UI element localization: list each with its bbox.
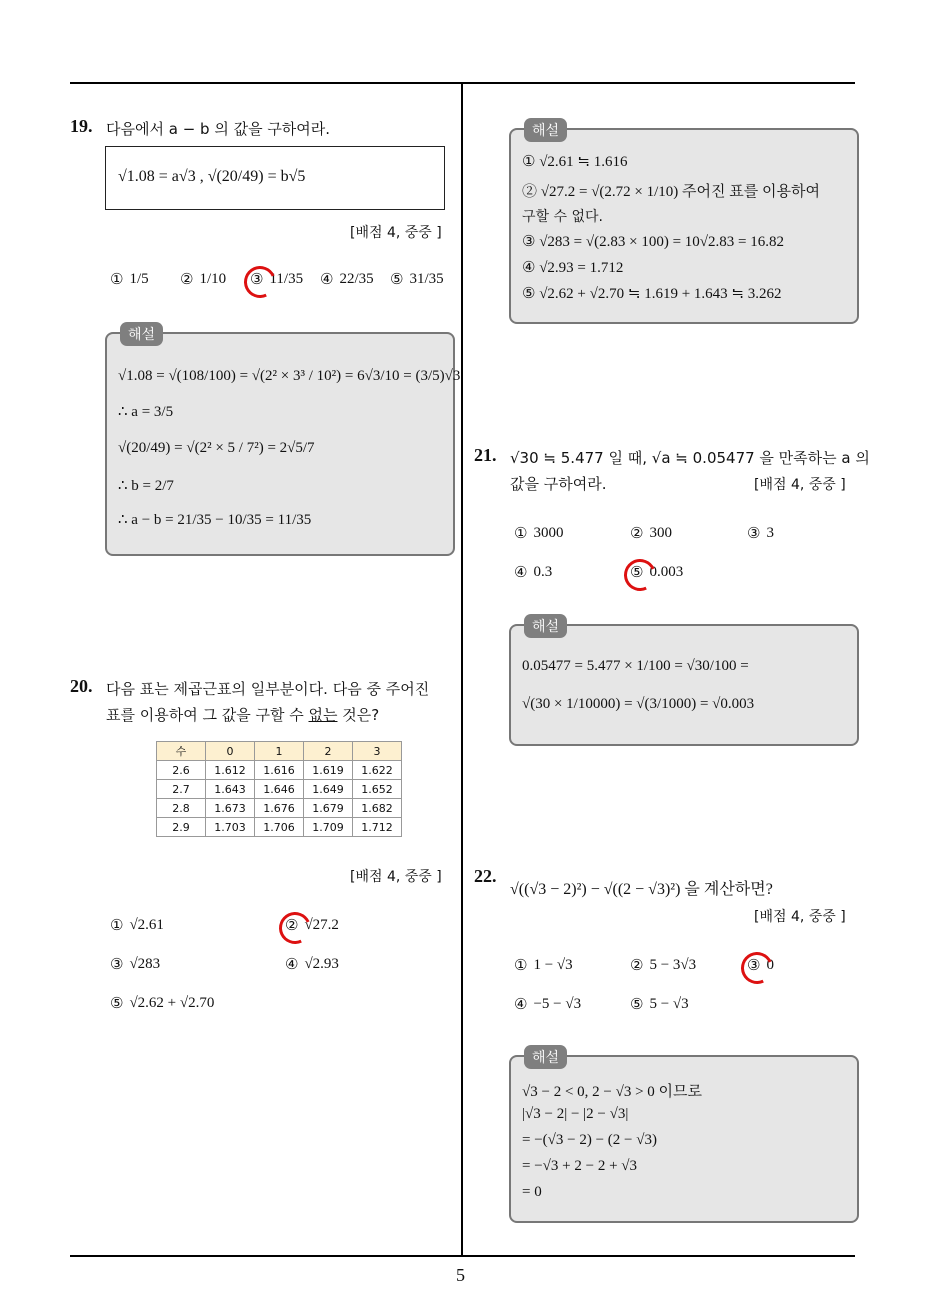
option-circle: ④ — [514, 563, 528, 581]
q22-option-4[interactable] — [514, 995, 581, 1013]
option-value: 0 — [766, 956, 774, 973]
question-21-meta: [배점 4, 중중 ] — [754, 477, 846, 493]
option-value: 22/35 — [339, 270, 374, 287]
option-value: √27.2 — [304, 916, 339, 933]
q21-option-2[interactable] — [630, 524, 672, 542]
option-circle: ⑤ — [630, 995, 644, 1013]
table-header-row — [157, 742, 402, 761]
q21-option-1[interactable] — [514, 524, 563, 542]
underlined-word: 없는 — [308, 706, 338, 724]
option-value: 3000 — [533, 524, 564, 541]
table-cell: 1.703 — [206, 818, 255, 837]
solution-line: 0.05477 = 5.477 × 1/100 = √30/100 = — [522, 658, 749, 674]
option-value: −5 − √3 — [533, 995, 582, 1012]
option-circle: ④ — [320, 270, 334, 288]
option-circle: ⑤ — [110, 994, 124, 1012]
solution-line: = −√3 + 2 − 2 + √3 — [522, 1158, 638, 1174]
solution-line: ④ √2.93 = 1.712 — [522, 260, 624, 276]
solution-line: ② √27.2 = √(2.72 × 1/10) 주어진 표를 이용하여 — [522, 184, 820, 200]
table-row — [157, 761, 402, 780]
option-circle: ③ — [250, 270, 264, 288]
table-cell: 1.612 — [206, 761, 255, 780]
solution-line: ∴ b = 2/7 — [118, 478, 174, 494]
q19-option-5[interactable] — [390, 270, 444, 288]
option-value: √2.62 + √2.70 — [129, 994, 215, 1011]
solution-line: ∴ a = 3/5 — [118, 404, 174, 420]
solution-line: ∴ a − b = 21/35 − 10/35 = 11/35 — [118, 512, 312, 528]
option-value: 3 — [766, 524, 774, 541]
table-cell: 1.679 — [304, 799, 353, 818]
solution-tab-label: 해설 — [524, 614, 567, 638]
option-circle: ④ — [285, 955, 299, 973]
q22-option-2[interactable] — [630, 956, 696, 974]
question-21-text-line2: 값을 구하여라. — [510, 475, 607, 493]
table-header-cell: 3 — [353, 742, 402, 761]
option-circle: ② — [180, 270, 194, 288]
option-circle: ① — [514, 524, 528, 542]
table-cell: 2.7 — [157, 780, 206, 799]
solution-tab-label: 해설 — [524, 118, 567, 142]
option-value: 11/35 — [269, 270, 304, 287]
q20-option-5[interactable] — [110, 994, 214, 1012]
table-cell: 1.643 — [206, 780, 255, 799]
table-cell: 1.652 — [353, 780, 402, 799]
question-19-text: 다음에서 a − b 의 값을 구하여라. — [106, 120, 331, 138]
option-value: 0.003 — [649, 563, 684, 580]
option-circle: ⑤ — [630, 563, 644, 581]
q22-option-1[interactable] — [514, 956, 573, 974]
table-cell: 1.706 — [255, 818, 304, 837]
table-cell: 1.649 — [304, 780, 353, 799]
solution-line: ① √2.61 ≒ 1.616 — [522, 154, 628, 170]
table-header-cell: 2 — [304, 742, 353, 761]
solution-line: ⑤ √2.62 + √2.70 ≒ 1.619 + 1.643 ≒ 3.262 — [522, 286, 782, 302]
solution-tab-label: 해설 — [524, 1045, 567, 1069]
table-row — [157, 799, 402, 818]
option-value: 31/35 — [409, 270, 444, 287]
question-22-number: 22. — [474, 866, 497, 886]
table-cell: 1.646 — [255, 780, 304, 799]
option-circle: ③ — [747, 524, 761, 542]
q21-option-4[interactable] — [514, 563, 552, 581]
page-number: 5 — [456, 1265, 465, 1285]
question-20-text-line1: 다음 표는 제곱근표의 일부분이다. 다음 중 주어진 — [106, 680, 430, 698]
option-circle: ② — [630, 524, 644, 542]
answer-mark-icon — [239, 261, 280, 302]
answer-mark-icon — [274, 907, 315, 948]
q22-option-5[interactable] — [630, 995, 689, 1013]
q20-option-3[interactable] — [110, 955, 160, 973]
table-header-cell: 0 — [206, 742, 255, 761]
table-cell: 1.676 — [255, 799, 304, 818]
option-value: 0.3 — [533, 563, 553, 580]
option-circle: ① — [110, 270, 124, 288]
table-cell: 1.682 — [353, 799, 402, 818]
question-20-text-line2 — [106, 702, 379, 728]
solution-line: 구할 수 없다. — [522, 209, 603, 225]
option-circle: ② — [285, 916, 299, 934]
option-value: √283 — [129, 955, 161, 972]
option-circle: ③ — [110, 955, 124, 973]
table-cell: 1.709 — [304, 818, 353, 837]
text-segment: 표를 이용하여 그 값을 구할 수 — [106, 706, 309, 724]
option-value: 1 − √3 — [533, 956, 573, 973]
q21-option-3[interactable] — [747, 524, 774, 542]
option-circle: ① — [110, 916, 124, 934]
option-value: 1/10 — [199, 270, 227, 287]
question-21-solution-box — [509, 624, 859, 746]
q19-option-4[interactable] — [320, 270, 374, 288]
solution-line: ③ √283 = √(2.83 × 100) = 10√2.83 = 16.82 — [522, 234, 784, 250]
question-21-text-line1: √30 ≒ 5.477 일 때, √a ≒ 0.05477 을 만족하는 a 의 — [510, 449, 870, 467]
bottom-rule — [70, 1255, 855, 1257]
table-cell: 2.8 — [157, 799, 206, 818]
text-segment: 것은? — [337, 706, 380, 724]
table-cell: 1.619 — [304, 761, 353, 780]
question-20-number: 20. — [70, 676, 93, 696]
q19-option-1[interactable] — [110, 270, 149, 288]
option-value: 300 — [649, 524, 672, 541]
option-circle: ② — [630, 956, 644, 974]
answer-mark-icon — [736, 947, 777, 988]
option-circle: ④ — [514, 995, 528, 1013]
option-value: 5 − √3 — [649, 995, 689, 1012]
solution-line: √(30 × 1/10000) = √(3/1000) = √0.003 — [522, 696, 755, 712]
question-22-text: √((√3 − 2)²) − √((2 − √3)²) 을 계산하면? — [510, 881, 773, 898]
table-row — [157, 780, 402, 799]
table-cell: 2.6 — [157, 761, 206, 780]
option-circle: ① — [514, 956, 528, 974]
square-root-table — [156, 741, 402, 837]
solution-line: = 0 — [522, 1184, 542, 1200]
question-21-number: 21. — [474, 445, 497, 465]
question-19-number: 19. — [70, 116, 93, 136]
option-value: √2.61 — [129, 916, 164, 933]
table-cell: 1.622 — [353, 761, 402, 780]
solution-line: √3 − 2 < 0, 2 − √3 > 0 이므로 — [522, 1084, 703, 1100]
option-circle: ⑤ — [390, 270, 404, 288]
question-19-given: √1.08 = a√3 , √(20/49) = b√5 — [118, 168, 306, 185]
solution-tab-label: 해설 — [120, 322, 163, 346]
option-value: √2.93 — [304, 955, 339, 972]
option-value: 5 − 3√3 — [649, 956, 697, 973]
solution-line: √1.08 = √(108/100) = √(2² × 3³ / 10²) = 6√3/10 = (3/5)√3 — [118, 368, 461, 384]
answer-mark-icon — [619, 554, 660, 595]
column-divider — [461, 82, 463, 1257]
option-circle: ③ — [747, 956, 761, 974]
option-value: 1/5 — [129, 270, 149, 287]
table-cell: 1.712 — [353, 818, 402, 837]
table-cell: 2.9 — [157, 818, 206, 837]
solution-line: √(20/49) = √(2² × 5 / 7²) = 2√5/7 — [118, 440, 315, 456]
q20-option-4[interactable] — [285, 955, 339, 973]
question-19-meta: [배점 4, 중중 ] — [350, 225, 442, 241]
table-header-cell: 1 — [255, 742, 304, 761]
q19-option-2[interactable] — [180, 270, 226, 288]
table-row — [157, 818, 402, 837]
solution-line: |√3 − 2| − |2 − √3| — [522, 1106, 629, 1122]
table-header-cell: 수 — [157, 742, 206, 761]
question-22-meta: [배점 4, 중중 ] — [754, 909, 846, 925]
q20-option-1[interactable] — [110, 916, 164, 934]
question-20-meta: [배점 4, 중중 ] — [350, 869, 442, 885]
table-cell: 1.616 — [255, 761, 304, 780]
table-cell: 1.673 — [206, 799, 255, 818]
solution-line: = −(√3 − 2) − (2 − √3) — [522, 1132, 657, 1148]
